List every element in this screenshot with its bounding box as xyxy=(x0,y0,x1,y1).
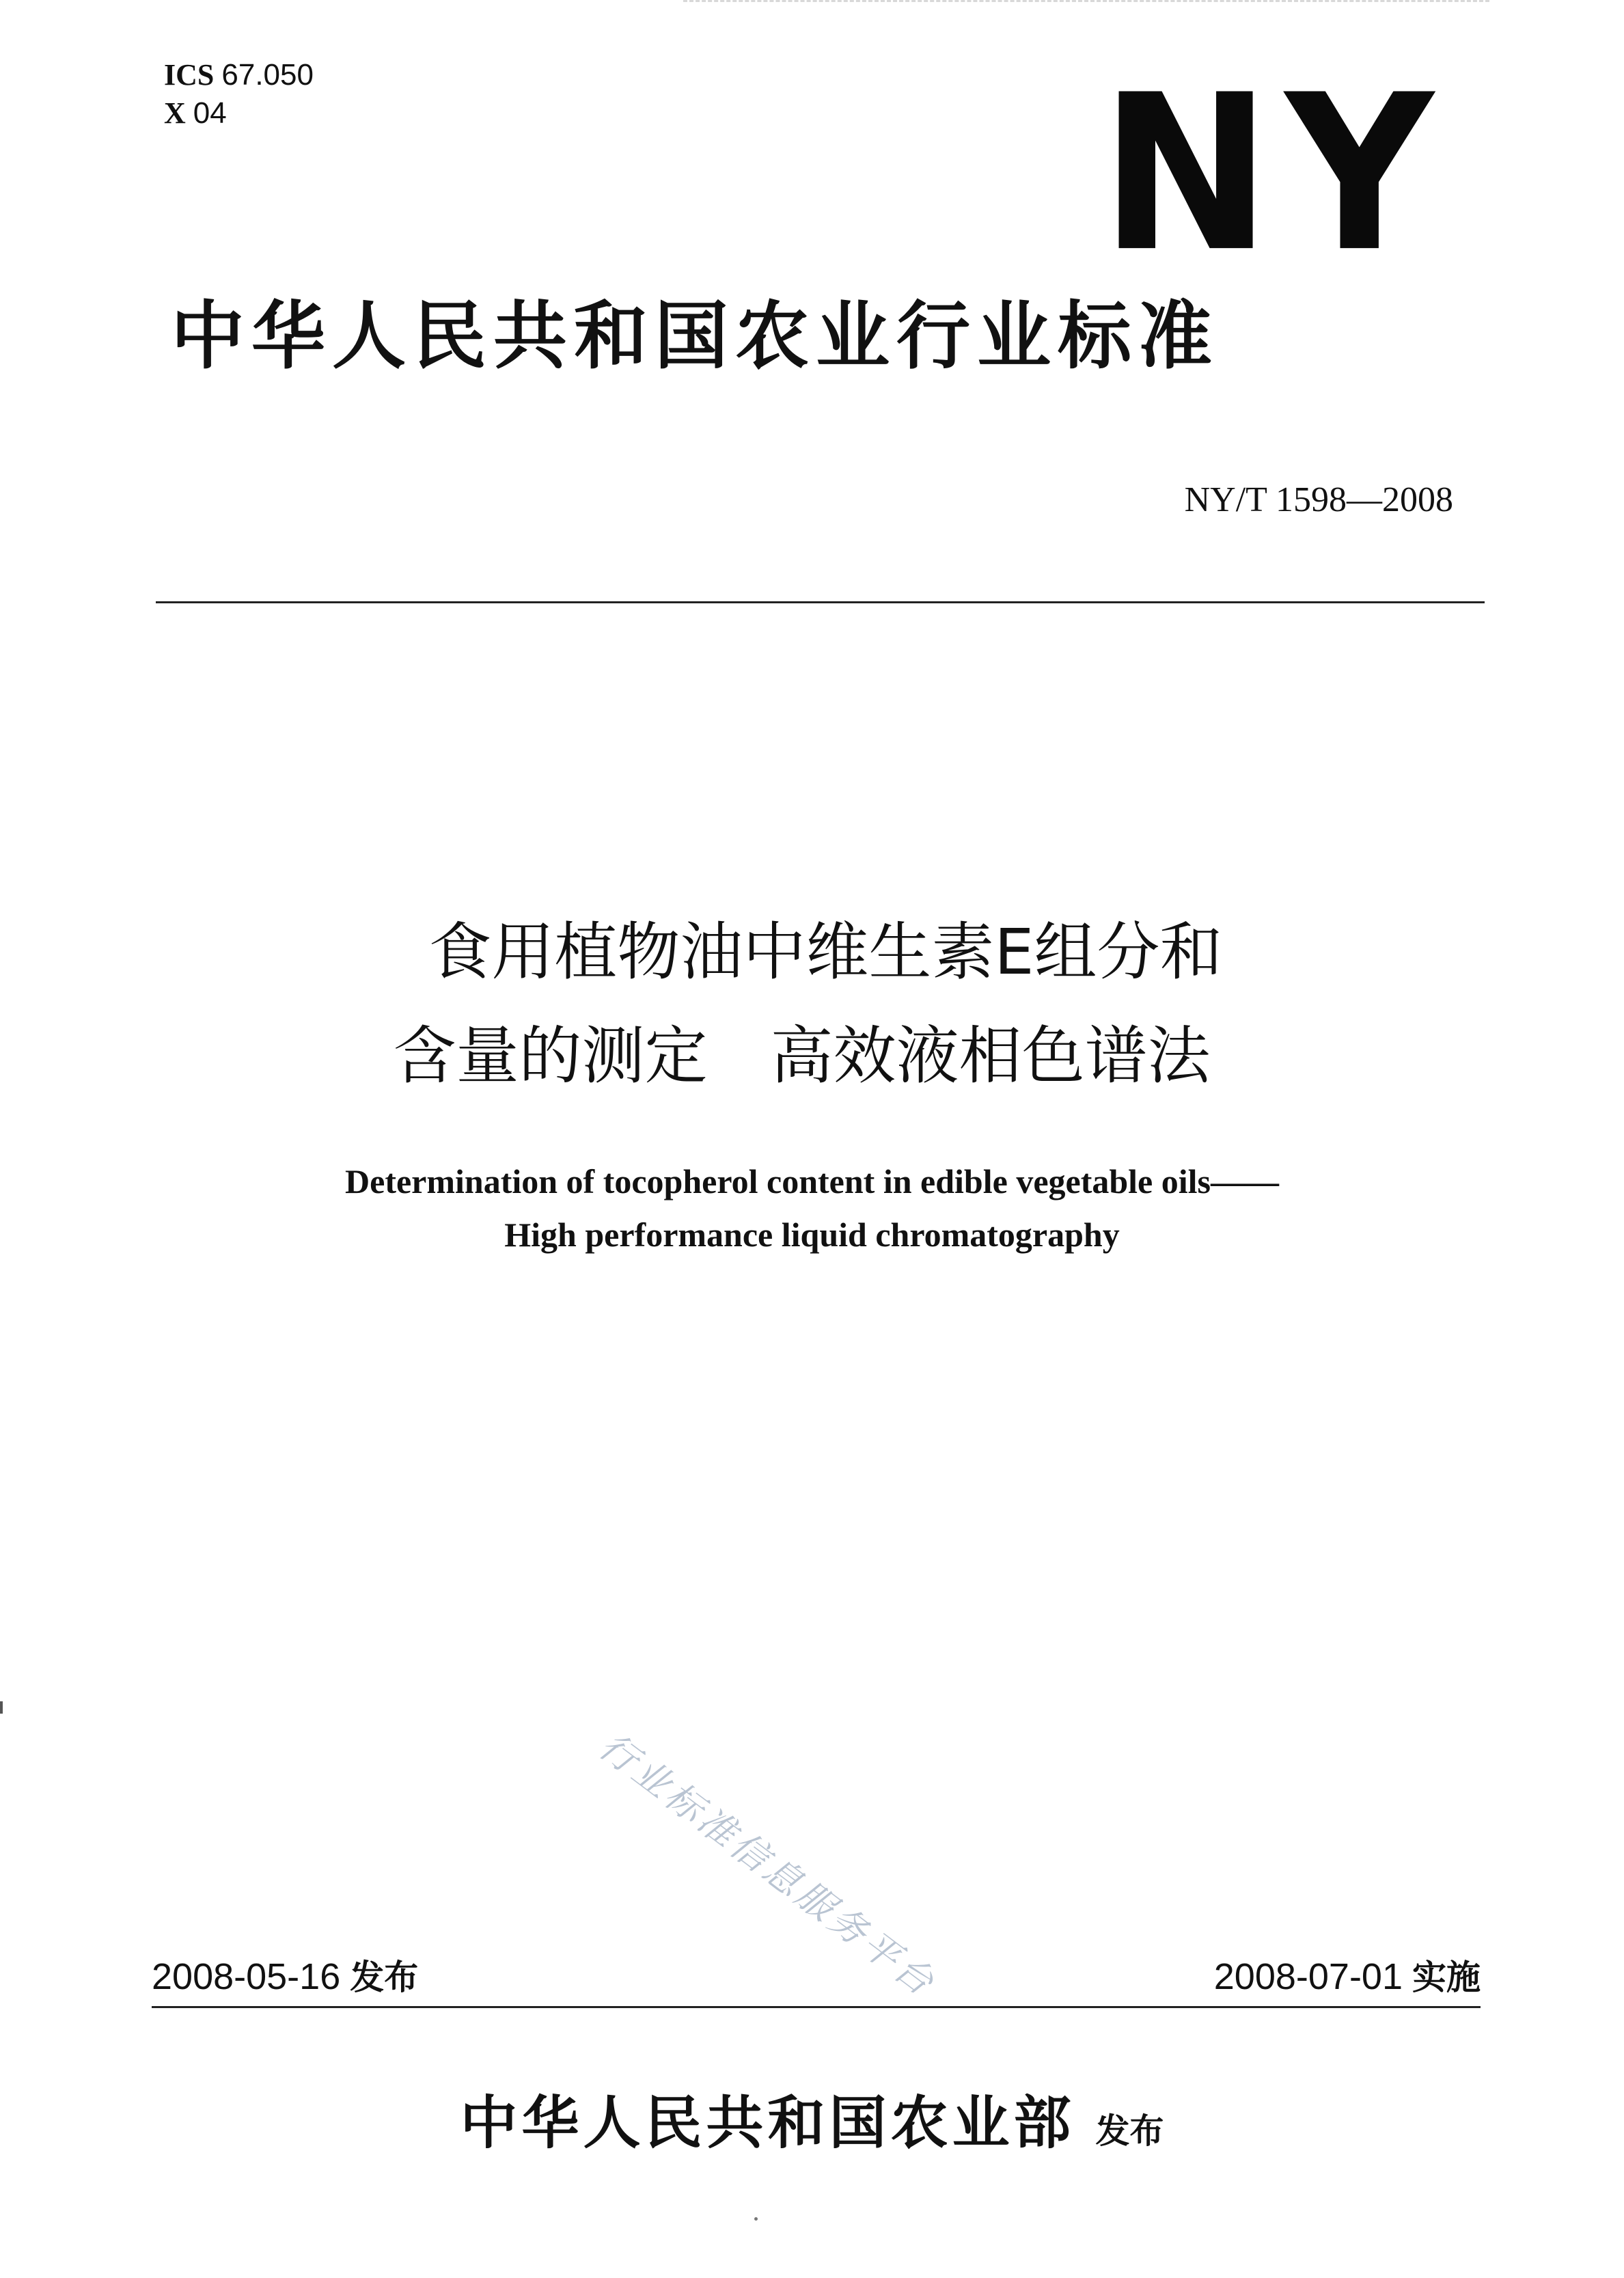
scan-edge-mark xyxy=(0,1701,3,1714)
title-cn-line-1: 食用植物油中维生素E组分和 xyxy=(428,916,1223,989)
publisher-name: 中华人民共和国农业部 xyxy=(460,2089,1075,2156)
ics-code: 67.050 xyxy=(221,58,314,92)
issue-label: 发布 xyxy=(350,1958,419,1997)
ics-label: ICS xyxy=(164,58,215,92)
header-divider xyxy=(156,601,1485,603)
standard-code: NY/T 1598—2008 xyxy=(1184,480,1453,519)
ics-line xyxy=(164,56,314,94)
class-code: 04 xyxy=(193,96,227,130)
class-line xyxy=(164,94,314,133)
publisher-suffix: 发布 xyxy=(1095,2111,1164,2151)
title-en-line-2: High performance liquid chromatography xyxy=(504,1216,1120,1254)
effective-date-block xyxy=(1214,1953,1481,2001)
document-title-en xyxy=(0,1155,1624,1261)
classification-block xyxy=(164,56,314,133)
effective-label: 实施 xyxy=(1412,1958,1481,1997)
watermark: 行业标准信息服务平台 xyxy=(591,1724,945,2006)
title-en-line-1: Determination of tocopherol content in edible vegetable oils—— xyxy=(345,1162,1279,1200)
publisher-line xyxy=(0,2077,1624,2160)
issue-date: 2008-05-16 xyxy=(152,1956,341,1997)
effective-date: 2008-07-01 xyxy=(1213,1956,1403,1997)
title-cn-line-2: 含量的测定 高效液相色谱法 xyxy=(393,1019,1211,1093)
standard-title: 中华人民共和国农业行业标准 xyxy=(171,294,1220,379)
dates-divider xyxy=(152,2006,1481,2008)
scan-dot xyxy=(754,2217,758,2221)
ny-logo: NY xyxy=(1100,49,1448,299)
scan-artifact-marks xyxy=(683,0,1489,8)
issue-date-block xyxy=(152,1953,418,2001)
dates-row xyxy=(152,1953,1481,2001)
document-title-cn xyxy=(0,901,1624,1108)
class-label: X xyxy=(164,96,186,130)
